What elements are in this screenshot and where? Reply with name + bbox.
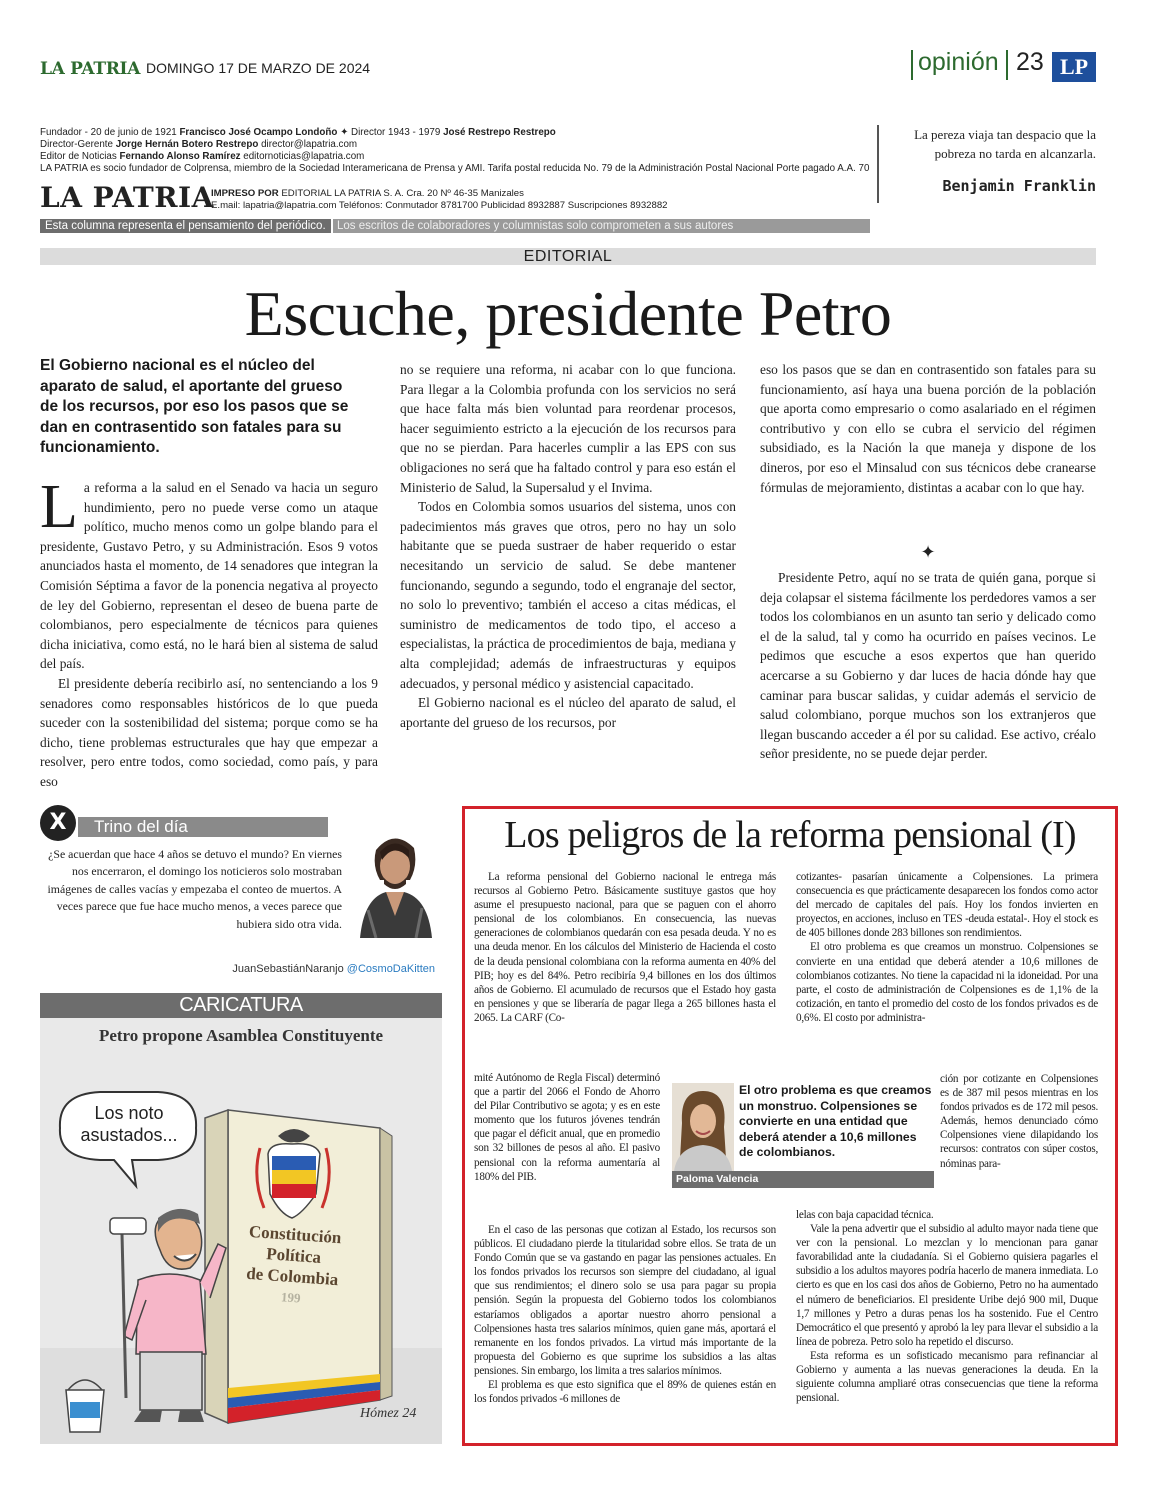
- caricatura-label: CARICATURA: [40, 993, 442, 1018]
- quote-author: Benjamin Franklin: [942, 177, 1096, 195]
- cartoon-speech: Los noto asustados...: [80, 1103, 178, 1145]
- cartoon-title: Petro propone Asamblea Constituyente: [98, 1026, 384, 1045]
- x-logo-icon: X: [40, 805, 76, 841]
- header-date: DOMINGO 17 DE MARZO DE 2024: [146, 60, 371, 76]
- trino-handle[interactable]: @CosmoDaKitten: [346, 963, 435, 975]
- page-number: 23: [1016, 48, 1044, 76]
- column-col1-top: La reforma pensional del Gobierno nacional le entrega más recursos al Gobierno Petro. Básicamente sustituye gastos que hoy asume el presupuesto nacional, para que se paguen con el ahorro pensional de los colombianos. En consecuencia, las nuevas generaciones de colombianos quedarán con esa pesada deuda. Y no es una deuda menor. En los cálculos del Ministerio de Hacienda el costo de la deuda pensional colombiana con la reforma aumenta en 40% del PIB; hoy es del 84%. Petro recibiría 9,4 billones en los dos últimos años de Gobierno. El acumulado de recursos que el Estado hoy gasta en pensiones y que se liberaría de pagar llega a 265 billones hasta el 2065. La CARF (Co-: [474, 871, 776, 1024]
- column-col2-wrap: ción por cotizante en Colpensiones es de 387 mil pesos mientras en los fondos privados es de 172 mil pesos. Además, hemos denunciado cómo Colpensiones viene dilapidando los recursos: contratos con súper costos, nóminas para-: [940, 1073, 1098, 1170]
- editorial-col-1: L a reforma a la salud en el Senado va hacia un seguro hundimiento, pero no puede verse como un ataque político, mucho menos como un golpe blando para el presidente, Gustavo Petro, y su Administración. Esos 9 votos anunciados hasta el momento, de 14 senadores que integran la Comisión Séptima a favor de la ponencia negativa al proyecto de ley del Gobierno, representan el deseo de buena parte de colombianos, pero especialmente de técnicos para quienes dicha iniciativa, como está, no le hará bien al sistema de salud del país. El presidente debería recibirlo así, no sentenciando a los 9 senadores como responsables históricos de lo que pueda suceder con la sostenibilidad del sistema; porque como se ha dicho, tiene problemas estructurales que hay que empezar a resolver, pero entre todos, como sociedad, como país, y para eso: [40, 478, 378, 789]
- diamond-icon: ✦: [340, 127, 349, 138]
- masthead-line-2: Director-Gerente Jorge Hernán Botero Restrepo director@lapatria.com: [40, 139, 358, 150]
- book-title: Constitución Política de Colombia 199: [245, 1221, 343, 1306]
- cartoon: [40, 1018, 442, 1444]
- quote-rule: [877, 125, 879, 203]
- author-name: Paloma Valencia: [672, 1171, 934, 1188]
- lp-badge: LP: [1052, 52, 1096, 82]
- header-divider-2: [1006, 50, 1008, 80]
- drop-cap: L: [40, 478, 78, 541]
- editorial-lead: El Gobierno nacional es el núcleo del aparato de salud, el aportante del grueso de los recursos, por eso los pasos que se dan en contrasentido son fatales para su funcionamiento.: [40, 357, 349, 457]
- column-col2-bottom: lelas con baja capacidad técnica. Vale la pena advertir que el subsidio al adulto mayor nada tiene que ver con la pensional. Lo mezclan y lo mencionan para ganar favorabilidad ante la ciudadanía. Si el Gobierno quisiera pagarles el subsidio a los adultos mayores podría hacerlo de manera inmediata. Lo cierto es que en los casi dos años de Gobierno, Petro no ha aumentado el número de beneficiarios. El presidente Uribe dejó 900 mil, Duque 1,7 millones y Petro a duras penas los ha sostenido. Fue el Centro Democrático el que presentó y aprobó la ley para llevar el subsidio a la línea de pobreza. Petro solo ha repetido el discurso. Esta reforma es un sofisticado mecanismo para refinanciar al Gobierno y aumenta a las nuevas generaciones la deuda. En la siguiente columna ampliaré otras consecuencias que tiene la reforma pensional.: [796, 1209, 1098, 1405]
- trino-author: JuanSebastiánNaranjo: [232, 963, 344, 975]
- masthead-line-4: LA PATRIA es socio fundador de Colprensa, miembro de la Sociedad Interamericana de Prensa y AMI. Tarifa postal reducida No. 79 de la Administración Postal Nacional Porte pagado A.A. 70: [40, 163, 870, 174]
- bar-right: Los escritos de colaboradores y columnistas solo comprometen a sus autores: [333, 219, 870, 233]
- pullquote: El otro problema es que creamos un monstruo. Colpensiones se convierte en una entidad que deberá atender a 10,6 millones de colombianos.: [739, 1083, 932, 1159]
- column-col1-wrap: mité Autónomo de Regla Fiscal) determinó que a partir del 2066 el Fondo de Ahorro del Pilar Contributivo se agota; y es en este momento que los futuros jóvenes tendrán que pagar el déficit anual, que en promedio son 32 billones de pesos al año. El pasivo pensional con la reforma aumentaría al 180% del PIB.: [474, 1072, 660, 1183]
- header-brand: LA PATRIA: [40, 59, 141, 79]
- masthead-brand: LA PATRIA: [40, 181, 214, 214]
- editorial-label: EDITORIAL: [40, 248, 1096, 265]
- editorial-col-2: no se requiere una reforma, ni acabar con lo que funciona. Para llegar a la Colombia profunda con los servicios no será que hace falta más bien voluntad para reordenar procesos, hacer seguimiento estricto a la ejecución de los recursos para que no se pierdan. Para hacerles cumplir a las EPS con sus obligaciones no será que ha faltado control y para eso están el Ministerio de Salud, la Supersalud y el Invima. Todos en Colombia somos usuarios del sistema, unos con padecimientos más graves que otros, pero no hay un solo habitante que se pueda sustraer de haber requerido o estar necesitando un servicio de salud. Se debe mantener funcionando, segundo a segundo, todo el engranaje del sector, no solo lo preventivo; también el acceso a citas médicas, el suministro de medicamentos de todo tipo, el acceso a especialistas, la práctica de procedimientos de baja, mediana y alta complejidad; además de infraestructuras y equipos adecuados, y personal médico y asistencial capacitado. El Gobierno nacional es el núcleo del aparato de salud, el aportante del grueso de los recursos, por: [400, 362, 736, 730]
- trino-byline: [40, 963, 435, 975]
- trino-title: Trino del día: [78, 817, 328, 837]
- column-title: Los peligros de la reforma pensional (I): [504, 814, 1076, 856]
- ornament-icon: ✦: [920, 542, 936, 562]
- masthead-printer: IMPRESO POR EDITORIAL LA PATRIA S. A. Cra. 20 Nº 46-35 Manizales E.mail: lapatria@lapatria.com Teléfonos: Conmutador 8781700 Publicidad 8932887 Suscripciones 8932882: [211, 188, 668, 211]
- masthead-credits: [40, 127, 870, 175]
- trino-author-photo: [346, 820, 442, 938]
- bar-left: Esta columna representa el pensamiento del periódico.: [40, 219, 331, 233]
- masthead-line-1: Fundador - 20 de junio de 1921 Francisco José Ocampo Londoño ✦ Director 1943 - 1979 José Restrepo Restrepo: [40, 127, 556, 138]
- section-label: opinión: [918, 48, 999, 76]
- quote-text: La pereza viaja tan despacio que la pobreza no tarda en alcanzarla.: [914, 127, 1096, 161]
- author-photo: [672, 1083, 734, 1171]
- masthead-line-3: Editor de Noticias Fernando Alonso Ramírez editornoticias@lapatria.com: [40, 151, 365, 162]
- editorial-col-3b: Presidente Petro, aquí no se trata de quién gana, porque si deja colapsar el sistema fácilmente los perdedores vamos a ser todos los colombianos en un asunto tan serio y delicado como el de la salud, tal y como ha ocurrido en países vecinos. Le pedimos que escuche a esos expertos que han querido acercarse a su Gobierno y dar luces de hacia dónde hay que caminar para buscar salidas, y cuidar además el servicio de salud colombiano, porque muchos son los extranjeros que llegan buscando acceder a él por su calidad. Ese activo, créalo señor presidente, no se puede dejar perder.: [760, 570, 1096, 762]
- column-col2-top: cotizantes- pasarían únicamente a Colpensiones. La primera consecuencia es que prácticamente desaparecen los fondos como actor del mercado de capitales del país. Hoy los fondos invierten en proyectos, en acciones, incluso en TES -deuda estatal-. Hoy el stock es de 405 billones donde 283 billones son rendimientos. El otro problema es que creamos un monstruo. Colpensiones se convierte en una entidad que deberá atender a 10,6 millones de colombianos cotizantes. No tiene la capacidad ni la idoneidad. Por una parte, el costo de administración de Colpensiones es de 1,1% de la cotización, en tanto el promedio del costo de los fondos privados es de 0,6%. El costo por administra-: [796, 871, 1098, 1024]
- cartoon-signature: Hómez 24: [360, 1406, 417, 1421]
- trino-text: ¿Se acuerdan que hace 4 años se detuvo el mundo? En viernes nos encerraron, el domingo los noticieros solo mostraban imágenes de calles vacías y empezaba el conteo de muertos. A veces parece que fue hace mucho menos, a veces parece que hubiera sido otra vida.: [47, 847, 342, 931]
- column-col1-bottom: En el caso de las personas que cotizan al Estado, los recursos son públicos. El ciudadano pierde la titularidad sobre ellos. Se trata de un Fondo Común que se va gastando en pagar las pensiones actuales. En los fondos privados los recursos son siempre del ciudadano, al igual que sus rendimientos; el dinero solo se usa para pagar su propia pensión. Según la propuesta del Gobierno todos los colombianos estaríamos obligados a aportar nuestro ahorro pensional a Colpensiones hasta tres salarios mínimos, quien gane más, aportará el remanente en los fondos privados. La virtud más importante de la propuesta del Gobierno es que suprime los subsidios a las altas pensiones. Sin embargo, los limita a tres salarios mínimos. El problema es que esto significa que el 89% de quienes están en los fondos privados -6 millones de: [474, 1224, 776, 1406]
- editorial-col-3: eso los pasos que se dan en contrasentido son fatales para su funcionamiento, así haya una buena porción de la población que aporta como empresario o como asalariado en el régimen contributivo y con ello se cubra el servicio del régimen subsidiado, es la Nación la que maneja y dispone de los dineros, por eso el Minsalud con sus técnicos debe cranearse fórmulas de mejoramiento, distintas a acabar con lo que hay.: [760, 362, 1096, 495]
- header-divider: [911, 50, 913, 80]
- editorial-title: Escuche, presidente Petro: [244, 278, 892, 349]
